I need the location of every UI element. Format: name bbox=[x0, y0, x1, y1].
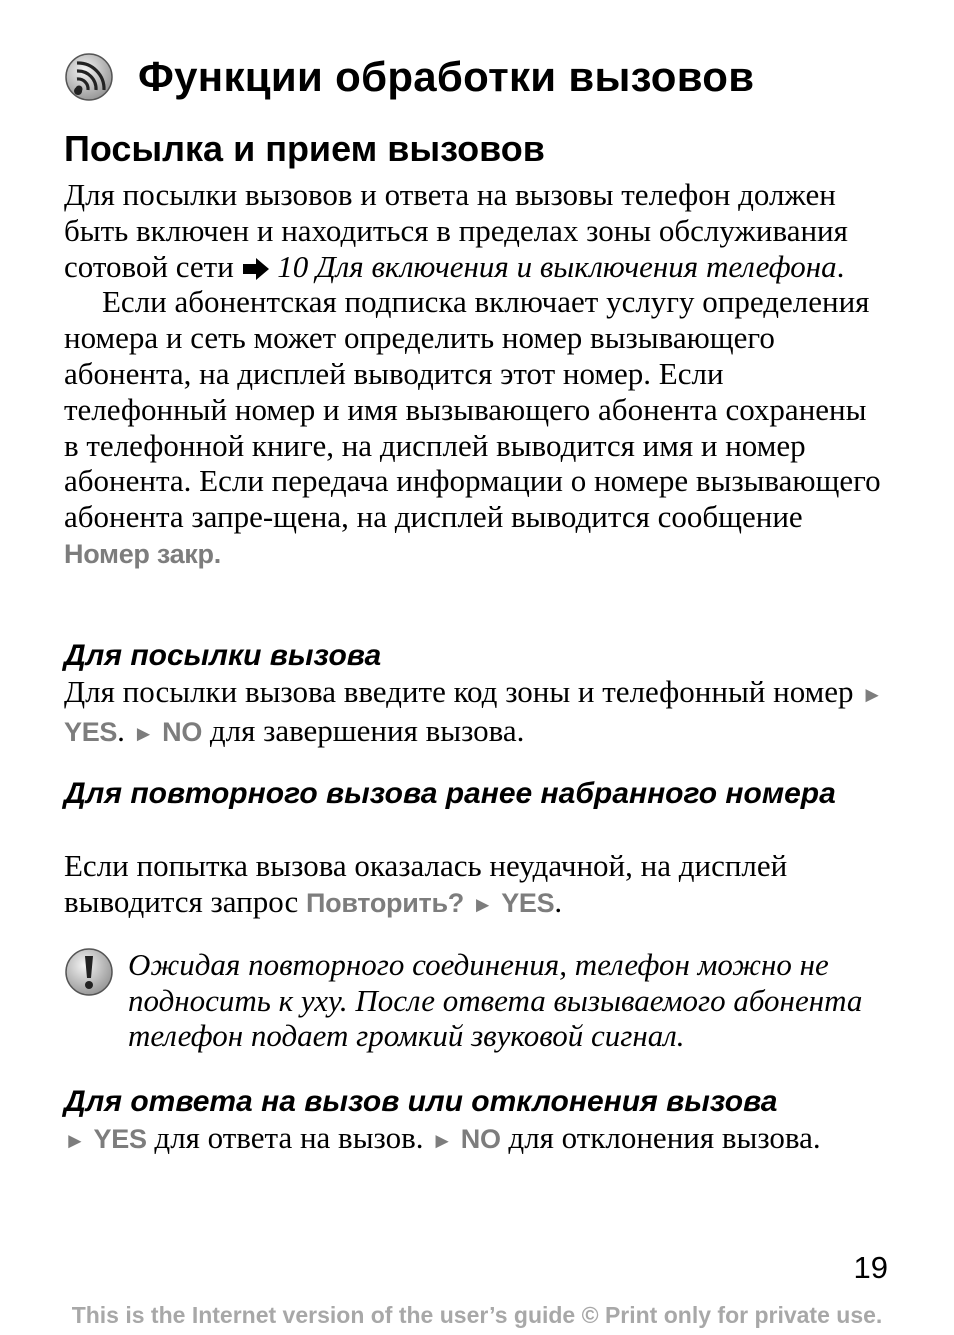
subsection-body bbox=[64, 1120, 884, 1159]
cross-reference: 10 Для включения и выключения телефона bbox=[277, 248, 837, 284]
paragraph-text: для отклонения вызова. bbox=[508, 1120, 821, 1155]
no-key: NO bbox=[460, 1124, 501, 1154]
yes-key: YES bbox=[501, 887, 555, 918]
paragraph-text: для ответа на вызов. bbox=[154, 1120, 424, 1155]
exclamation-icon bbox=[64, 947, 114, 997]
note bbox=[64, 947, 894, 1054]
subsection-title: Для посылки вызова bbox=[64, 639, 382, 672]
section-body bbox=[64, 177, 884, 573]
subsection-body bbox=[64, 848, 884, 923]
yes-key: YES bbox=[93, 1124, 147, 1154]
paragraph-text: Если попытка вызова оказалась неудачной, на дисплей выводится запрос bbox=[64, 848, 788, 919]
display-message: Номер закр. bbox=[64, 538, 221, 569]
paragraph-text: Если абонентская подписка включает услугу определения номера и сеть может определить номер вызывающего абонента, на дисплей выводится этот номер. Если телефонный номер и имя вызывающего абонента сохранены в телефонной книге, на дисплей выводится имя и номер абонента. Если передача информации о номере вызывающего абонента запре-щена, на дисплей выводится сообщение bbox=[64, 284, 881, 535]
chapter-heading bbox=[64, 52, 754, 102]
paragraph-text: для завершения вызова. bbox=[209, 712, 525, 748]
arrow-right-icon bbox=[242, 258, 270, 280]
triangle-right-icon: ► bbox=[431, 1128, 454, 1153]
subsection-title: Для повторного вызова ранее набранного номера bbox=[64, 777, 836, 810]
yes-key: YES bbox=[64, 716, 118, 747]
call-waves-icon bbox=[64, 52, 114, 102]
subsection-body bbox=[64, 674, 884, 752]
paragraph bbox=[64, 284, 884, 572]
chapter-title: Функции обработки вызовов bbox=[138, 53, 755, 100]
triangle-right-icon: ► bbox=[861, 682, 884, 707]
triangle-right-icon: ► bbox=[64, 1128, 86, 1153]
paragraph-text: Для посылки вызова введите код зоны и телефонный номер bbox=[64, 674, 854, 709]
punctuation: . bbox=[554, 883, 563, 919]
triangle-right-icon: ► bbox=[471, 891, 494, 917]
no-key: NO bbox=[162, 716, 203, 747]
punctuation: . bbox=[117, 712, 125, 748]
display-message: Повторить? bbox=[306, 887, 464, 918]
triangle-right-icon: ► bbox=[132, 720, 155, 746]
paragraph-text: Для посылки вызовов и ответа на вызовы телефон должен быть включен и находиться в пределах зоны обслуживания сотовой сети bbox=[64, 177, 848, 284]
paragraph bbox=[64, 177, 884, 284]
punctuation: . bbox=[836, 248, 845, 284]
footer-notice: This is the Internet version of the user’s guide © Print only for private use. bbox=[71, 1302, 883, 1328]
note-text: Ожидая повторного соединения, телефон можно не подносить к уху. После ответа вызываемого абонента телефон подает громкий звуковой сигнал. bbox=[128, 947, 863, 1053]
subsection-title: Для ответа на вызов или отклонения вызова bbox=[64, 1085, 778, 1118]
section-title: Посылка и прием вызовов bbox=[64, 128, 545, 169]
page-number: 19 bbox=[853, 1250, 888, 1285]
